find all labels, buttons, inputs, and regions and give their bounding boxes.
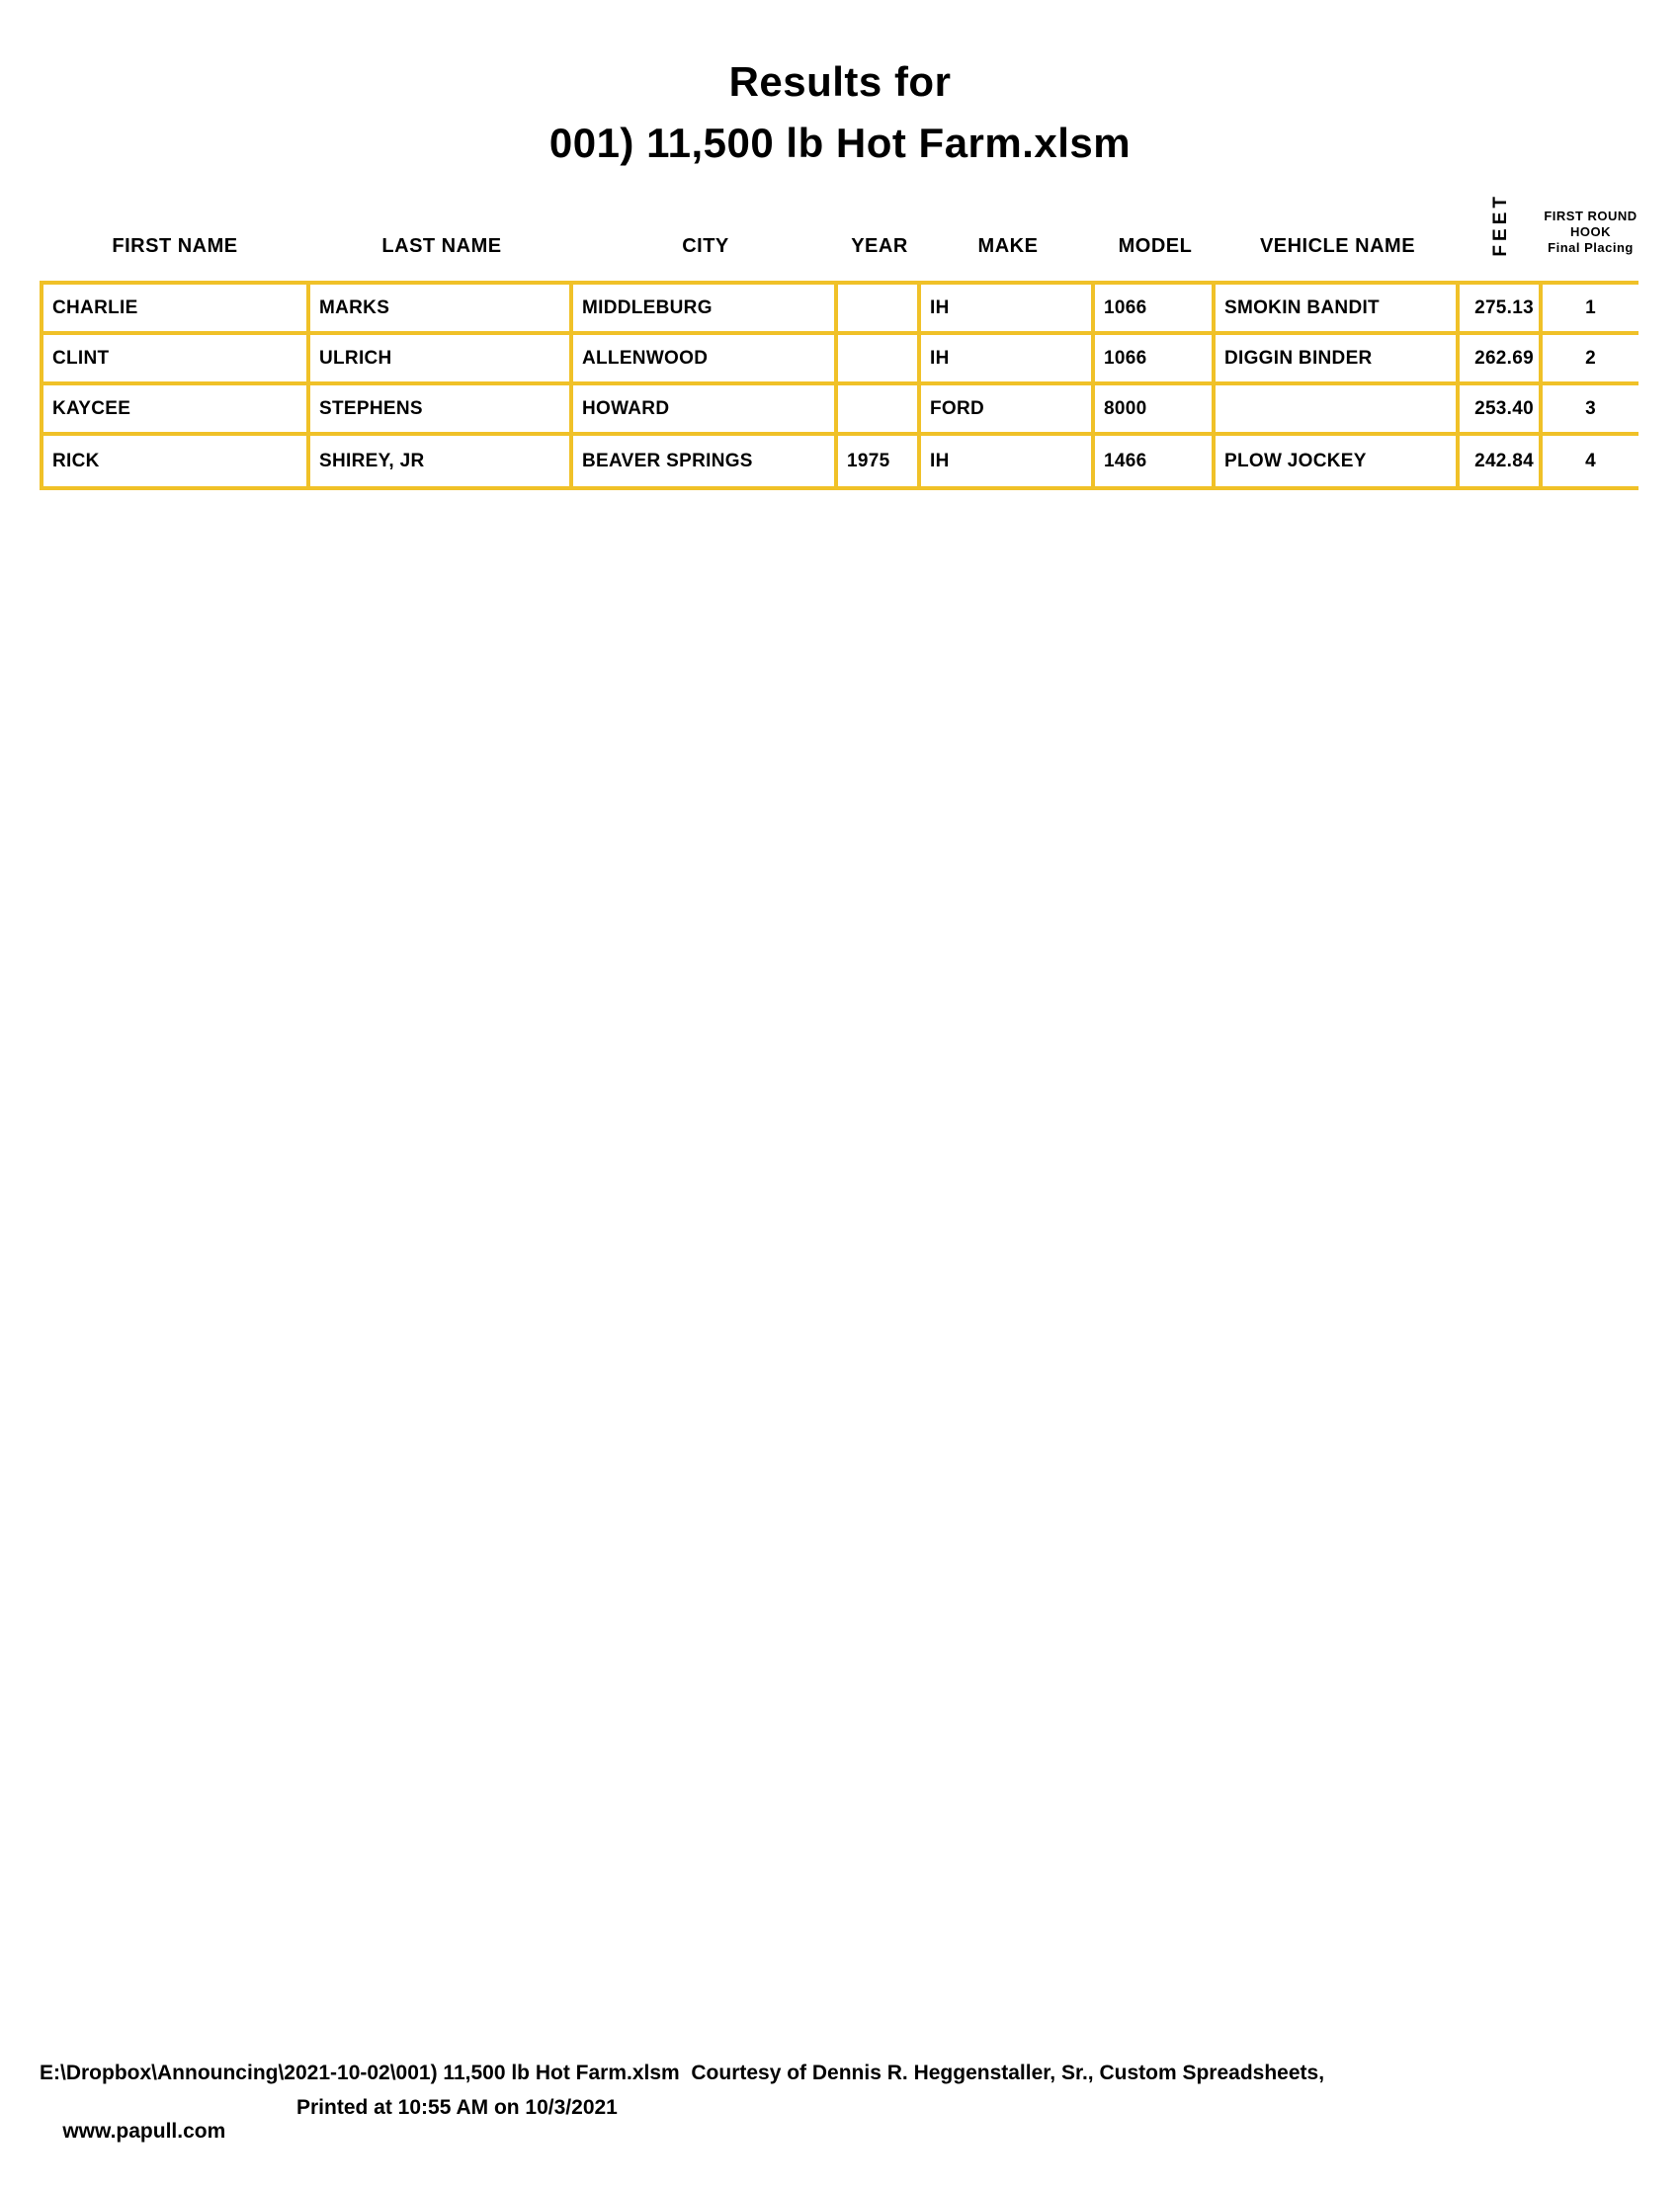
cell-year: 1975 bbox=[838, 436, 921, 486]
cell-year bbox=[838, 385, 921, 436]
page-subtitle-filename: 001) 11,500 lb Hot Farm.xlsm bbox=[548, 120, 1132, 166]
header-year: YEAR bbox=[851, 235, 908, 257]
cell-first-name: CHARLIE bbox=[43, 285, 310, 335]
cell-vehicle-name: SMOKIN BANDIT bbox=[1216, 285, 1460, 335]
cell-vehicle-name bbox=[1216, 385, 1460, 436]
header-last-name: LAST NAME bbox=[381, 235, 502, 257]
cell-first-name: RICK bbox=[43, 436, 310, 486]
cell-last-name: MARKS bbox=[310, 285, 573, 335]
header-model: MODEL bbox=[1118, 235, 1193, 257]
header-city: CITY bbox=[682, 235, 729, 257]
cell-make: IH bbox=[921, 436, 1095, 486]
cell-final-placing: 4 bbox=[1585, 451, 1596, 471]
header-first-round-line: FIRST ROUND bbox=[1544, 209, 1638, 223]
cell-model: 8000 bbox=[1095, 385, 1216, 436]
cell-last-name: ULRICH bbox=[310, 335, 573, 385]
cell-make: IH bbox=[921, 285, 1095, 335]
header-final-placing-line: Final Placing bbox=[1548, 240, 1634, 255]
cell-model: 1066 bbox=[1095, 335, 1216, 385]
footer-line2 bbox=[40, 2096, 618, 2191]
cell-year bbox=[838, 335, 921, 385]
cell-vehicle-name: DIGGIN BINDER bbox=[1216, 335, 1460, 385]
header-make: MAKE bbox=[977, 235, 1039, 257]
cell-first-name: CLINT bbox=[43, 335, 310, 385]
cell-make: IH bbox=[921, 335, 1095, 385]
cell-feet: 253.40 bbox=[1460, 385, 1543, 436]
cell-last-name: STEPHENS bbox=[310, 385, 573, 436]
cell-final-placing: 2 bbox=[1543, 335, 1638, 385]
cell-final-placing: 1 bbox=[1543, 285, 1638, 335]
results-table bbox=[40, 281, 1638, 490]
cell-make: FORD bbox=[921, 385, 1095, 436]
cell-vehicle-name: PLOW JOCKEY bbox=[1216, 436, 1460, 486]
cell-last-name: SHIREY, JR bbox=[310, 436, 573, 486]
cell-first-name: KAYCEE bbox=[43, 385, 310, 436]
cell-feet: 242.84 bbox=[1460, 436, 1543, 486]
header-hook-line: HOOK bbox=[1570, 224, 1611, 239]
cell-city: ALLENWOOD bbox=[573, 335, 838, 385]
cell-feet: 275.13 bbox=[1460, 285, 1543, 335]
cell-final-placing: 3 bbox=[1543, 385, 1638, 436]
cell-feet: 262.69 bbox=[1460, 335, 1543, 385]
page-title: Results for bbox=[728, 58, 952, 105]
footer-file-path: E:\Dropbox\Announcing\2021-10-02\001) 11,500 lb Hot Farm.xlsm Courtesy of Dennis R. Heggenstaller, Sr., Custom Spreadsheets, bbox=[40, 2062, 1325, 2084]
header-first-round-hook-final-placing bbox=[1543, 184, 1638, 257]
cell-model: 1066 bbox=[1095, 285, 1216, 335]
header-feet-rotated: FEET bbox=[1490, 193, 1511, 257]
cell-city: BEAVER SPRINGS bbox=[573, 436, 838, 486]
cell-year bbox=[838, 285, 921, 335]
table-header-row bbox=[40, 184, 1638, 257]
header-first-name: FIRST NAME bbox=[112, 235, 238, 257]
cell-model: 1466 bbox=[1095, 436, 1216, 486]
footer-printed-timestamp: Printed at 10:55 AM on 10/3/2021 bbox=[296, 2096, 618, 2119]
cell-city: MIDDLEBURG bbox=[573, 285, 838, 335]
footer-website: www.papull.com bbox=[62, 2120, 226, 2143]
header-vehicle-name: VEHICLE NAME bbox=[1259, 235, 1416, 257]
cell-city: HOWARD bbox=[573, 385, 838, 436]
